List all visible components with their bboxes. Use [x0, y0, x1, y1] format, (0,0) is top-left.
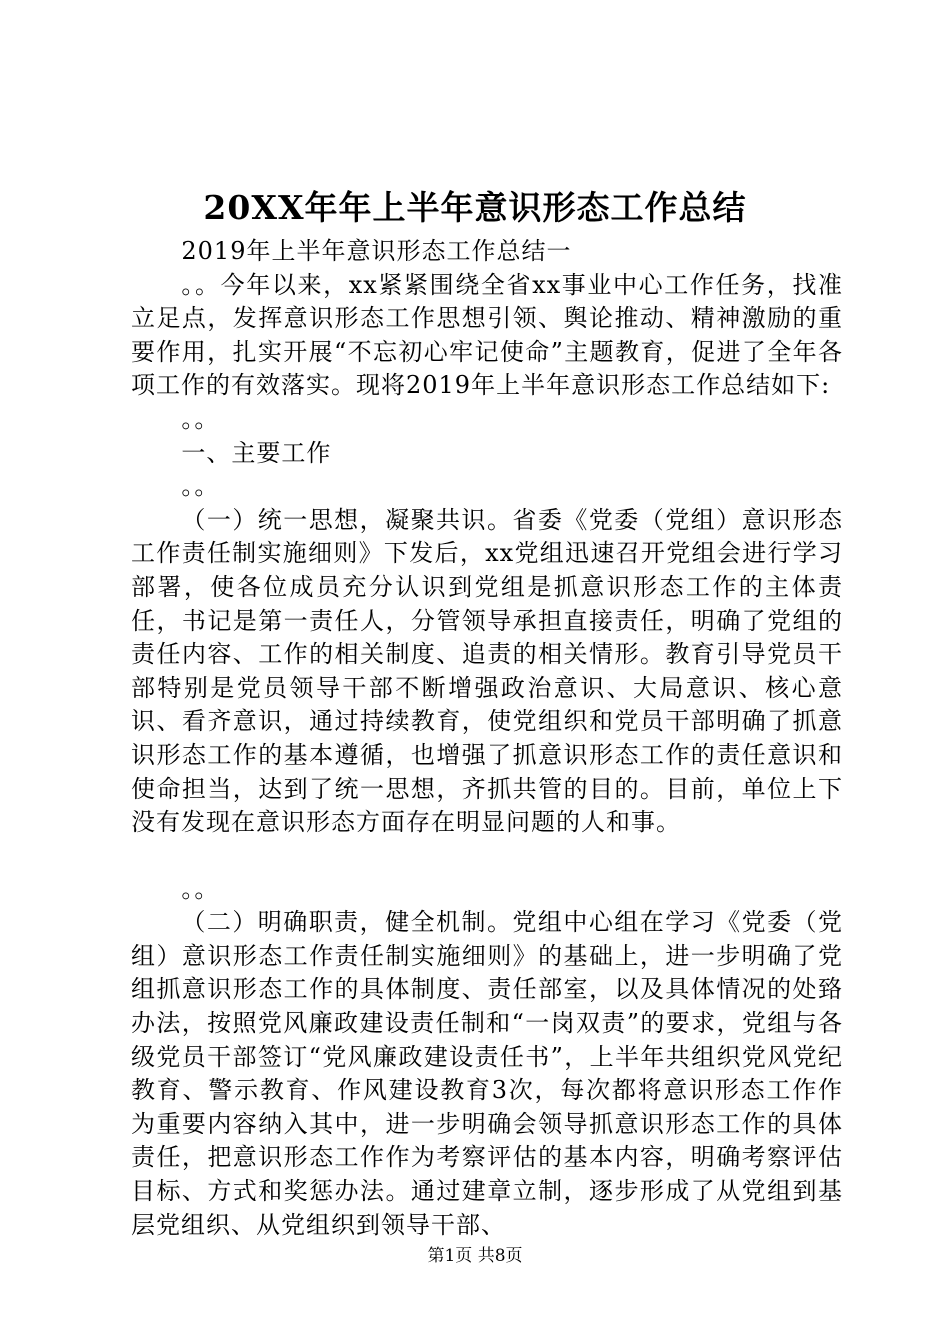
page-footer: 第1页 共8页 [427, 1246, 523, 1266]
body-paragraph-1: （一）统一思想，凝聚共识。省委《党委（党组）意识形态工作责任制实施细则》下发后，xx党组迅速召开党组会进行学习部署，使各位成员充分认识到党组是抓意识形态工作的主体责任，书记是第一责任人，分管领导承担直接责任，明确了党组的责任内容、工作的相关制度、追责的相关情形。教育引导党员干部特别是党员领导干部不断增强政治意识、大局意识、核心意识、看齐意识，通过持续教育，使党组织和党员干部明确了抓意识形态工作的基本遵循，也增强了抓意识形态工作的责任意识和使命担当，达到了统一思想，齐抓共管的目的。目前，单位上下没有发现在意识形态方面存在明显问题的人和事。 [131, 505, 843, 837]
document-body [131, 235, 843, 1242]
subtitle-paragraph: 2019年上半年意识形态工作总结一 [181, 237, 572, 265]
intro-paragraph: 。。今年以来，xx紧紧围绕全省xx事业中心工作任务，找准立足点，发挥意识形态工作思想引领、舆论推动、精神激励的重要作用，扎实开展“不忘初心牢记使命”主题教育，促进了全年各项工作的有效落实。现将2019年上半年意识形态工作总结如下: [131, 270, 843, 400]
separator-paragraph: 。。 [181, 404, 220, 433]
body-paragraph-2: （二）明确职责，健全机制。党组中心组在学习《党委（党组）意识形态工作责任制实施细则》的基础上，进一步明确了党组抓意识形态工作的具体制度、责任部室，以及具体情况的处臵办法，按照党风廉政建设责任制和“一岗双责”的要求，党组与各级党员干部签订“党风廉政建设责任书”，上半年共组织党风党纪教育、警示教育、作风建设教育3次，每次都将意识形态工作作为重要内容纳入其中，进一步明确会领导抓意识形态工作的具体责任，把意识形态工作作为考察评估的基本内容，明确考察评估目标、方式和奖惩办法。通过建章立制，逐步形成了从党组到基层党组织、从党组织到领导干部、 [131, 908, 843, 1239]
separator-paragraph: 。。 [181, 472, 220, 501]
separator-paragraph: 。。 [181, 874, 220, 903]
section-heading: 一、主要工作 [181, 438, 332, 467]
document-title: 20XX年年上半年意识形态工作总结 [203, 188, 747, 227]
